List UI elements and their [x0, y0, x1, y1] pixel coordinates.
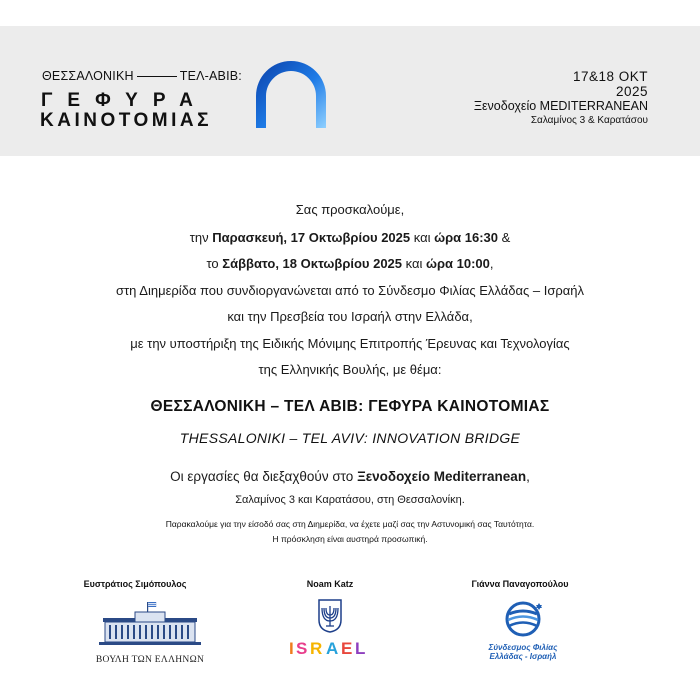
- location-venue: Ξενοδοχείο Mediterranean: [357, 469, 527, 484]
- friendship-emblem-icon: [478, 600, 568, 638]
- brand-title-line1: ΓΕΦΥΡΑ: [41, 90, 208, 111]
- signatory-2-name: Noam Katz: [306, 579, 354, 589]
- location-line-1-pre: Οι εργασίες θα διεξαχθούν στο: [170, 469, 358, 484]
- invite-line-3-mid: και: [402, 256, 426, 271]
- friendship-logo-text-1: Σύνδεσμος Φιλίας: [488, 643, 558, 652]
- svg-text:I: I: [289, 639, 294, 658]
- invite-line-7: της Ελληνικής Βουλής, με θέμα:: [258, 362, 442, 377]
- hellenic-parliament-logo: [95, 600, 205, 666]
- event-dates: 17&18 ΟΚΤ: [572, 69, 648, 84]
- id-note: Παρακαλούμε για την είσοδό σας στη Διημερίδα, να έχετε μαζί σας την Αστυνομική σας Ταυτότητα.: [165, 519, 535, 529]
- theme-title-greek: ΘΕΣΣΑΛΟΝΙΚΗ – ΤΕΛ ΑΒΙΒ: ΓΕΦΥΡΑ ΚΑΙΝΟΤΟΜΙΑΣ: [150, 398, 550, 415]
- event-venue: Ξενοδοχείο MEDITERRANEAN: [473, 99, 648, 113]
- parliament-building-icon: [95, 600, 205, 650]
- personal-note: Η πρόσκληση είναι αυστηρά προσωπική.: [272, 534, 428, 544]
- signatory-1-name: Ευστράτιος Σιμόπουλος: [83, 579, 187, 589]
- signatory-3-name: Γιάννα Παναγοπούλου: [471, 579, 569, 589]
- invite-saturday-time: ώρα 10:00: [426, 256, 490, 271]
- location-line-1: [0, 469, 700, 484]
- friendship-logo-text-2: Ελλάδας - Ισραήλ: [489, 652, 557, 661]
- brand-city-line: [42, 69, 242, 83]
- invite-line-3-post: ,: [489, 256, 494, 271]
- invite-line-5: και την Πρεσβεία του Ισραήλ στην Ελλάδα,: [227, 309, 473, 324]
- theme-title-english: THESSALONIKI – TEL AVIV: INNOVATION BRIDGE: [179, 430, 521, 446]
- location-line-1-post: ,: [526, 469, 530, 484]
- parliament-logo-text: ΒΟΥΛΗ ΤΩΝ ΕΛΛΗΝΩΝ: [95, 655, 205, 665]
- svg-text:L: L: [355, 639, 366, 658]
- brand-title-line2: ΚΑΙΝΟΤΟΜΙΑΣ: [40, 110, 212, 131]
- invite-line-1: Σας προσκαλούμε,: [295, 202, 405, 217]
- invite-saturday-date: Σάββατο, 18 Οκτωβρίου 2025: [222, 256, 403, 271]
- friendship-association-logo: [478, 600, 568, 666]
- svg-text:E: E: [341, 639, 353, 658]
- invite-friday-time: ώρα 16:30: [434, 230, 498, 245]
- israel-emblem-icon: [283, 598, 378, 660]
- event-year: 2025: [615, 84, 648, 99]
- invite-line-2-post: &: [498, 230, 511, 245]
- israel-logo: [283, 598, 378, 664]
- svg-text:S: S: [296, 639, 308, 658]
- brand-city-right: ΤΕΛ-ΑΒΙΒ:: [179, 69, 242, 83]
- invite-line-2-pre: την: [189, 230, 213, 245]
- bridge-arch-logo: [250, 56, 332, 128]
- location-line-2: Σαλαμίνος 3 και Καρατάσου, στη Θεσσαλονίκη.: [235, 494, 465, 506]
- invite-line-3: [0, 256, 700, 271]
- brand-dash: [137, 76, 177, 77]
- brand-city-left: ΘΕΣΣΑΛΟΝΙΚΗ: [42, 69, 134, 83]
- invite-line-2-mid: και: [410, 230, 435, 245]
- svg-text:A: A: [326, 639, 339, 658]
- invite-line-6: με την υποστήριξη της Ειδικής Μόνιμης Επιτροπής Έρευνας και Τεχνολογίας: [130, 336, 570, 351]
- invite-line-4: στη Διημερίδα που συνδιοργανώνεται από το Σύνδεσμο Φιλίας Ελλάδας – Ισραήλ: [116, 283, 584, 298]
- invite-friday-date: Παρασκευή, 17 Οκτωβρίου 2025: [212, 230, 411, 245]
- invite-line-2: [0, 230, 700, 245]
- invite-line-3-pre: το: [206, 256, 223, 271]
- svg-text:R: R: [310, 639, 323, 658]
- event-address: Σαλαμίνος 3 & Καρατάσου: [530, 115, 648, 126]
- event-info: [474, 69, 648, 128]
